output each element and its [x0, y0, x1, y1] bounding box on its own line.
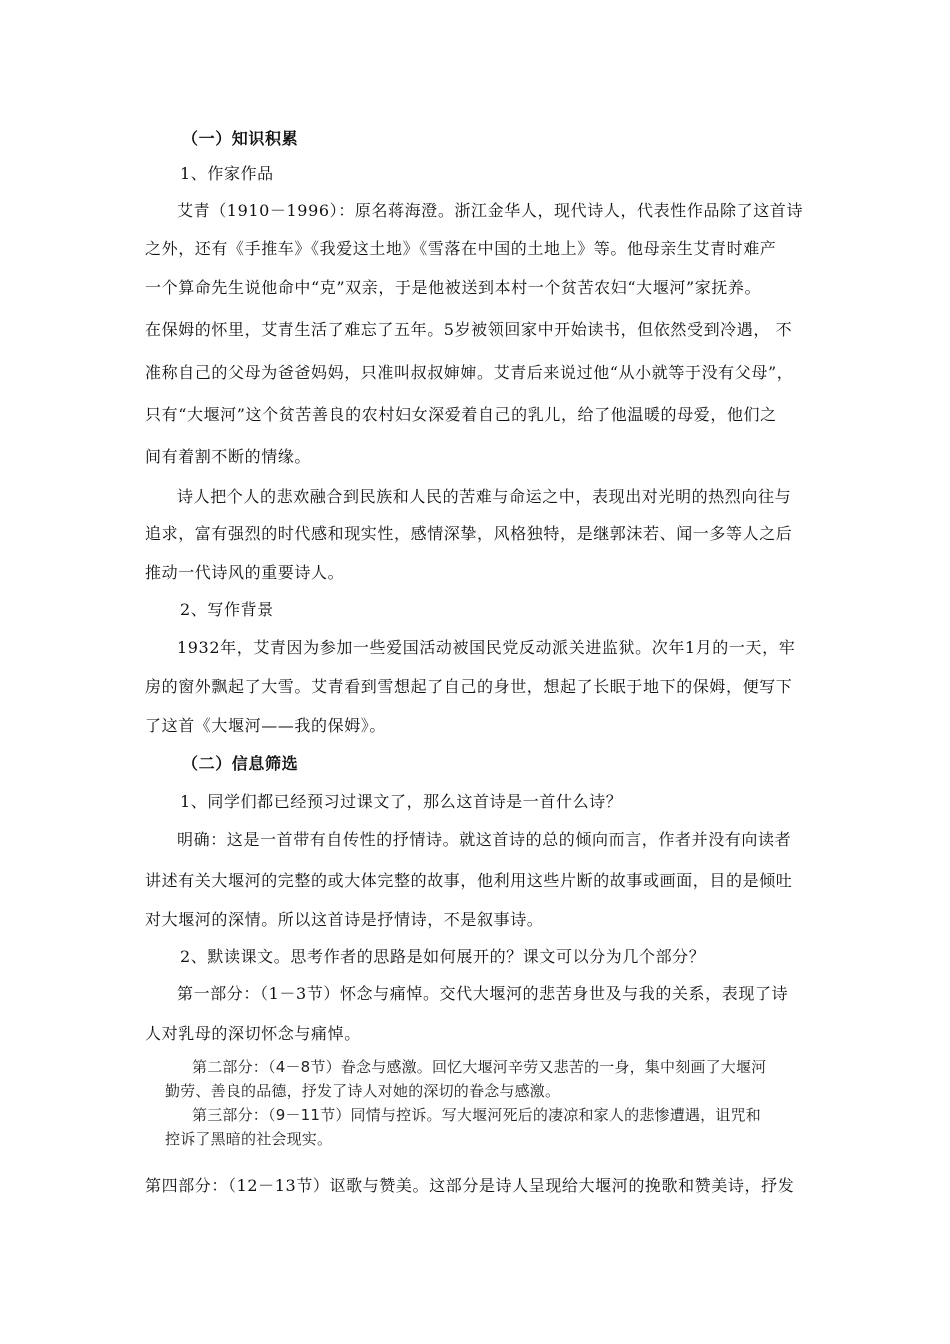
- subheading-author-works: 1、作家作品: [180, 164, 274, 183]
- paragraph-line: 第一部分：（1－3节）怀念与痛悼。交代大堰河的悲苦身世及与我的关系，表现了诗: [177, 984, 789, 1003]
- paragraph-line: 间有着割不断的情缘。: [145, 447, 312, 466]
- paragraph-line: 准称自己的父母为爸爸妈妈，只准叫叔叔婶婶。艾青后来说过他“从小就等于没有父母”，: [145, 363, 794, 382]
- paragraph-line: 在保姆的怀里，艾青生活了难忘了五年。5岁被领回家中开始读书，但依然受到冷遇， 不: [145, 320, 793, 339]
- paragraph-line: 诗人把个人的悲欢融合到民族和人民的苦难与命运之中，表现出对光明的热烈向往与: [177, 487, 792, 506]
- paragraph-line: 第四部分：（12－13节）讴歌与赞美。这部分是诗人呈现给大堰河的挽歌和赞美诗，抒发: [145, 1176, 795, 1195]
- paragraph-line: 勤劳、善良的品德，抒发了诗人对她的深切的眷念与感激。: [165, 1082, 561, 1100]
- paragraph-line: 推动一代诗风的重要诗人。: [145, 563, 345, 582]
- section-heading-info: （二）信息筛选: [182, 754, 299, 773]
- paragraph-line: 只有“大堰河”这个贫苦善良的农村妇女深爱着自己的乳儿，给了他温暖的母爱，他们之: [145, 405, 777, 424]
- section-heading-knowledge: （一）知识积累: [182, 129, 299, 148]
- paragraph-line: 人对乳母的深切怀念与痛悼。: [145, 1024, 361, 1043]
- paragraph-line: 第二部分：（4－8节）眷念与感激。回忆大堰河辛劳又悲苦的一身，集中刻画了大堰河: [192, 1058, 767, 1076]
- paragraph-line: 一个算命先生说他命中“克”双亲，于是他被送到本村一个贫苦农妇“大堰河”家抚养。: [145, 278, 762, 297]
- paragraph-line: 明确：这是一首带有自传性的抒情诗。就这首诗的总的倾向而言，作者并没有向读者: [177, 830, 792, 849]
- paragraph-line: 对大堰河的深情。所以这首诗是抒情诗，不是叙事诗。: [145, 910, 544, 929]
- paragraph-line: 追求，富有强烈的时代感和现实性，感情深挚，风格独特，是继郭沫若、闻一多等人之后: [145, 524, 793, 543]
- paragraph-line: 房的窗外飘起了大雪。艾青看到雪想起了自己的身世，想起了长眠于地下的保姆，便写下: [145, 677, 793, 696]
- paragraph-line: 控诉了黑暗的社会现实。: [165, 1130, 333, 1148]
- question-1: 1、同学们都已经预习过课文了，那么这首诗是一首什么诗？: [180, 792, 623, 811]
- subheading-writing-background: 2、写作背景: [180, 600, 274, 619]
- paragraph-line: 之外，还有《手推车》《我爱这土地》《雪落在中国的土地上》等。他母亲生艾青时难产: [145, 239, 777, 258]
- question-2: 2、默读课文。思考作者的思路是如何展开的？课文可以分为几个部分？: [180, 947, 706, 966]
- paragraph-line: 了这首《大堰河——我的保姆》。: [145, 716, 387, 735]
- paragraph-line: 第三部分：（9－11节）同情与控诉。写大堰河死后的凄凉和家人的悲惨遭遇，诅咒和: [192, 1106, 761, 1124]
- paragraph-line: 1932年，艾青因为参加一些爱国活动被国民党反动派关进监狱。次年1月的一天，牢: [177, 638, 796, 657]
- paragraph-line: 艾青（1910－1996）：原名蒋海澄。浙江金华人，现代诗人，代表性作品除了这首诗: [177, 201, 804, 220]
- paragraph-line: 讲述有关大堰河的完整的或大体完整的故事，他利用这些片断的故事或画面，目的是倾吐: [145, 871, 793, 890]
